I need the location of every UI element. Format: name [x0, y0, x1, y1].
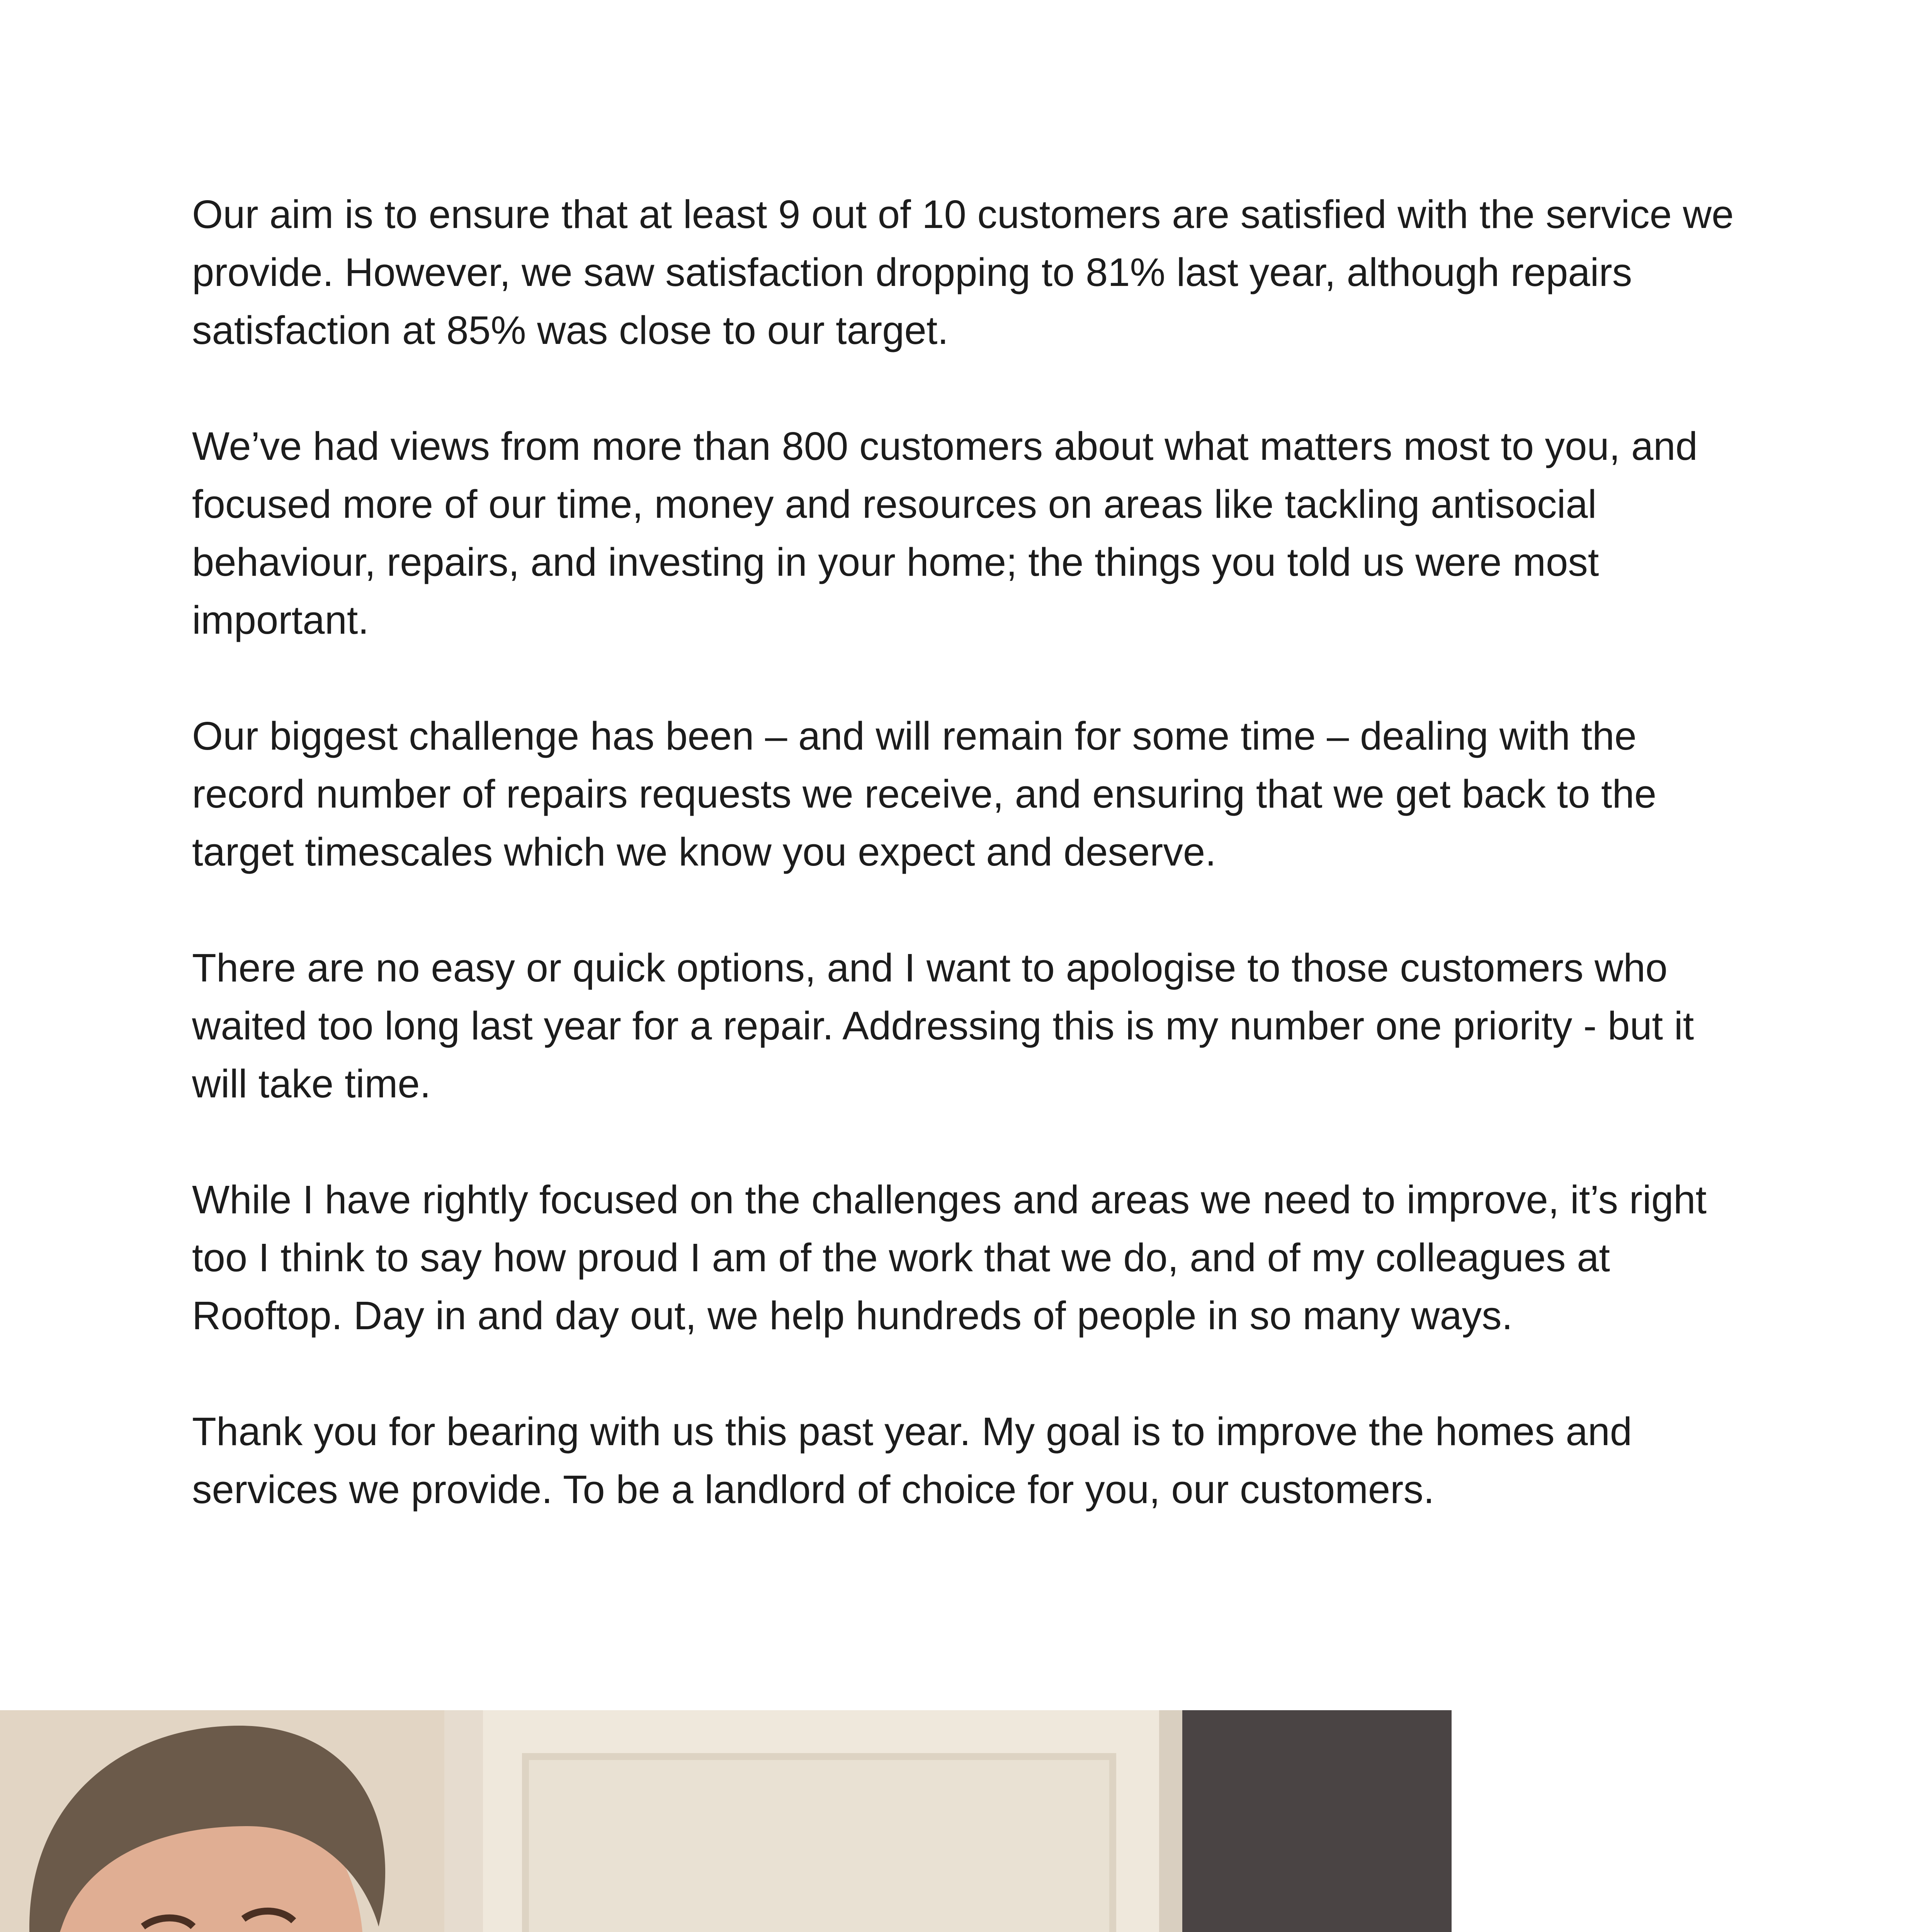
- paragraph-thank-you: Thank you for bearing with us this past year. My goal is to improve the homes and services we provide. To be a landlord of choice for you, our customers.: [192, 1409, 1632, 1512]
- photo-illustration: [0, 1710, 1452, 1932]
- body-text: [192, 185, 1737, 1577]
- photo-laughing-woman: [0, 1710, 1452, 1932]
- paragraph-satisfaction: Our aim is to ensure that at least 9 out of 10 customers are satisfied with the service we provide. However, we saw satisfaction dropping to 81% last year, although repairs satisfaction at 85% was close to our target.: [192, 192, 1734, 352]
- photo-door-panel-upper: [525, 1757, 1113, 1932]
- paragraph-customer-views: We’ve had views from more than 800 customers about what matters most to you, and focused more of our time, money and resources on areas like tackling antisocial behaviour, repairs, and investing in your home; the things you told us were most important.: [192, 424, 1698, 642]
- paragraph-biggest-challenge: Our biggest challenge has been – and will remain for some time – dealing with the record number of repairs requests we receive, and ensuring that we get back to the target timescales which we know you expect and deserve.: [192, 714, 1657, 874]
- paragraph-pride: While I have rightly focused on the challenges and areas we need to improve, it’s right too I think to say how proud I am of the work that we do, and of my colleagues at Rooftop. Day in and day out, we help hundreds of people in so many ways.: [192, 1177, 1707, 1338]
- photo-door-frame: [1159, 1710, 1182, 1932]
- photo-dark-wall: [1182, 1710, 1452, 1932]
- paragraph-apology: There are no easy or quick options, and I want to apologise to those customers who waited too long last year for a repair. Addressing this is my number one priority - but it will take time.: [192, 946, 1694, 1106]
